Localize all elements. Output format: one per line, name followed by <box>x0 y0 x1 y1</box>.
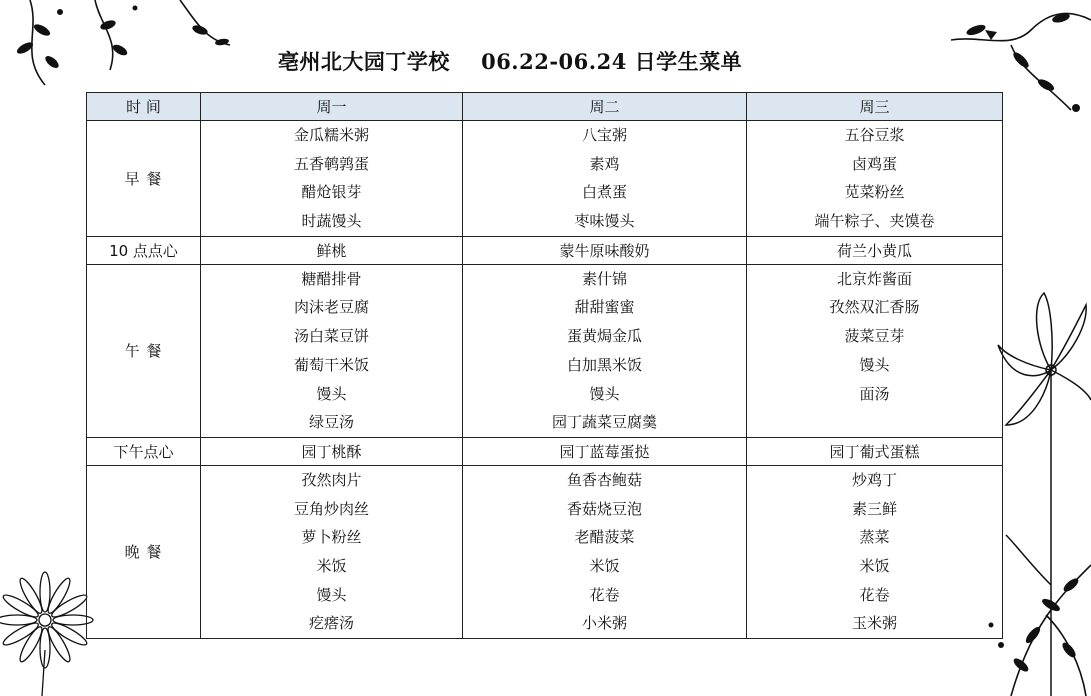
meal-label: 午 餐 <box>87 264 201 437</box>
meal-row-morning-snack <box>87 236 1003 264</box>
meal-label: 下午点心 <box>87 437 201 465</box>
header-row <box>87 93 1003 121</box>
dish-item: 鱼香杏鲍菇 <box>566 470 642 489</box>
dish-item: 馒头 <box>316 585 347 604</box>
dish-item: 绿豆汤 <box>308 413 354 432</box>
dish-item: 素鸡 <box>589 154 620 173</box>
dish-item: 馒头 <box>859 355 890 374</box>
daisy-flower-decoration-right <box>996 285 1091 696</box>
menu-cell <box>201 264 463 437</box>
menu-cell <box>463 264 747 437</box>
meal-label: 10 点点心 <box>87 236 201 264</box>
dish-item: 小米粥 <box>581 614 627 633</box>
dish-item: 苋菜粉丝 <box>844 183 905 202</box>
dish-item: 蛋黄焗金瓜 <box>566 327 642 346</box>
dish-item: 素什锦 <box>581 269 627 288</box>
dish-item: 白煮蛋 <box>581 183 627 202</box>
dish-item: 豆角炒肉丝 <box>293 499 369 518</box>
dish-item: 面汤 <box>859 384 890 403</box>
dish-item: 卤鸡蛋 <box>851 154 897 173</box>
menu-cell <box>747 465 1003 638</box>
dish-item: 香菇烧豆泡 <box>566 499 642 518</box>
dish-item: 菠菜豆芽 <box>844 327 905 346</box>
menu-cell <box>747 121 1003 237</box>
dish-item: 玉米粥 <box>851 614 897 633</box>
dish-item: 糖醋排骨 <box>301 269 362 288</box>
dish-item: 北京炸酱面 <box>836 269 912 288</box>
dish-item: 孜然肉片 <box>301 470 362 489</box>
meal-row-breakfast <box>87 121 1003 237</box>
dish-item: 花卷 <box>589 585 620 604</box>
dish-item: 五谷豆浆 <box>844 126 905 144</box>
dish-item: 汤白菜豆饼 <box>293 327 369 346</box>
dish-item: 蒸菜 <box>859 528 890 547</box>
dish-item: 五香鹌鹑蛋 <box>293 154 369 173</box>
menu-cell: 鲜桃 <box>201 236 463 264</box>
dish-item: 葡萄干米饭 <box>293 355 369 374</box>
dish-item: 米饭 <box>859 556 890 575</box>
dish-item: 八宝粥 <box>581 126 627 144</box>
meal-row-lunch <box>87 264 1003 437</box>
dish-item: 醋炝银芽 <box>301 183 362 202</box>
page-title: 亳州北大园丁学校 06.22-06.24 日学生菜单 <box>277 49 743 74</box>
dish-item: 时蔬馒头 <box>301 212 362 231</box>
dish-item: 孜然双汇香肠 <box>829 298 920 317</box>
dish-item: 馒头 <box>316 384 347 403</box>
meal-row-dinner <box>87 465 1003 638</box>
menu-cell: 荷兰小黄瓜 <box>747 236 1003 264</box>
menu-cell <box>747 264 1003 437</box>
floral-vine-decoration-top-left <box>0 0 240 90</box>
dish-item: 米饭 <box>589 556 620 575</box>
time-header: 时 间 <box>87 93 201 121</box>
menu-cell <box>201 465 463 638</box>
menu-cell <box>201 121 463 237</box>
dish-item: 肉沫老豆腐 <box>293 298 369 317</box>
menu-cell <box>463 121 747 237</box>
dish-item: 花卷 <box>859 585 890 604</box>
dish-item: 金瓜糯米粥 <box>293 126 369 144</box>
dish-item: 枣味馒头 <box>574 212 635 231</box>
dish-item: 米饭 <box>316 556 347 575</box>
dish-item: 馒头 <box>589 384 620 403</box>
dish-item: 端午粽子、夹馍卷 <box>814 212 935 231</box>
day-header-tue: 周二 <box>463 93 747 121</box>
menu-cell: 园丁桃酥 <box>201 437 463 465</box>
meal-label: 晚 餐 <box>87 465 201 638</box>
meal-row-afternoon-snack <box>87 437 1003 465</box>
dish-item: 素三鲜 <box>851 499 897 518</box>
dish-item: 炒鸡丁 <box>851 470 897 489</box>
meal-label: 早 餐 <box>87 121 201 237</box>
menu-cell: 蒙牛原味酸奶 <box>463 236 747 264</box>
dish-item: 萝卜粉丝 <box>301 528 362 547</box>
menu-cell <box>463 465 747 638</box>
menu-cell: 园丁蓝莓蛋挞 <box>463 437 747 465</box>
dish-item: 白加黑米饭 <box>566 355 642 374</box>
day-header-mon: 周一 <box>201 93 463 121</box>
menu-table <box>86 92 1003 639</box>
dish-item: 甜甜蜜蜜 <box>574 298 635 317</box>
dish-item: 园丁蔬菜豆腐羹 <box>551 413 657 432</box>
menu-cell: 园丁葡式蛋糕 <box>747 437 1003 465</box>
dish-item: 老醋菠菜 <box>574 528 635 547</box>
day-header-wed: 周三 <box>747 93 1003 121</box>
dish-item: 疙瘩汤 <box>308 614 354 633</box>
